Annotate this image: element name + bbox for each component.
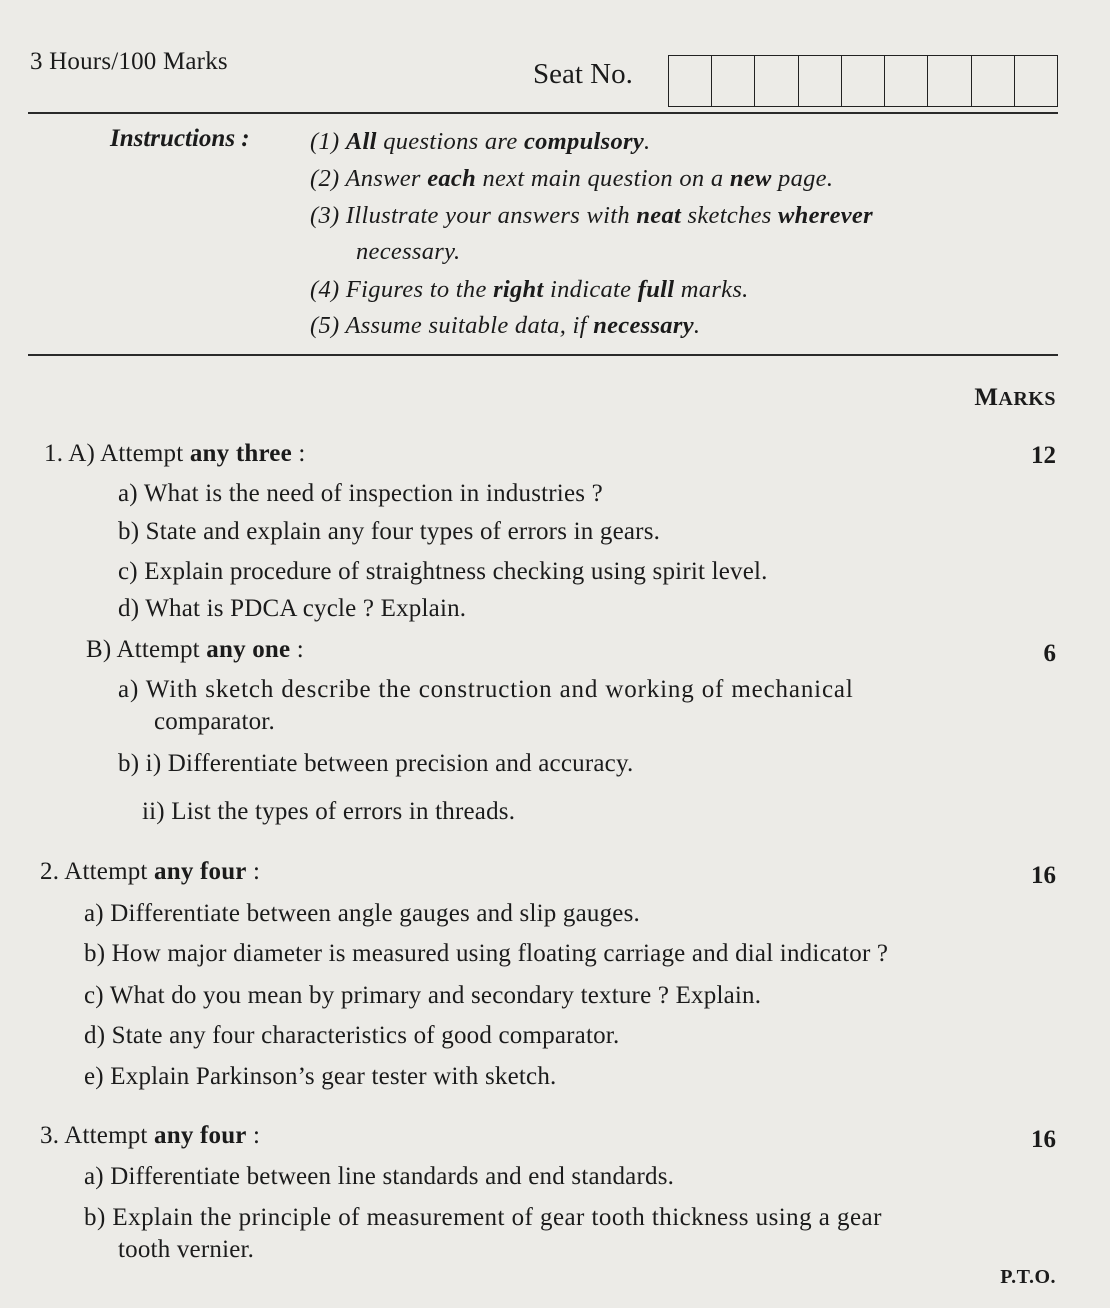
q2-marks: 16 [1031,862,1056,889]
seat-digit-box [1015,56,1057,106]
seat-digit-box [972,56,1015,106]
q2-item-b: b) How major diameter is measured using floating carriage and dial indicator ? [84,940,889,967]
q1-part-b-marks: 6 [1043,640,1056,667]
q1-b-item-a: a) With sketch describe the construction and working of mechanical [118,676,854,703]
seat-number-label: Seat No. [533,58,633,90]
instruction-4: (4) Figures to the right indicate full marks. [310,276,749,303]
instruction-2: (2) Answer each next main question on a new page. [310,165,834,192]
instructions-label: Instructions : [110,125,250,152]
seat-digit-box [712,56,755,106]
seat-digit-box [669,56,712,106]
q1-b-item-b-ii: ii) List the types of errors in threads. [142,798,516,825]
q3-item-b-continued: tooth vernier. [118,1236,255,1263]
duration-marks: 3 Hours/100 Marks [30,48,228,75]
q1-a-item-c: c) Explain procedure of straightness checking using spirit level. [118,558,768,585]
q3-item-b: b) Explain the principle of measurement of gear tooth thickness using a gear [84,1204,882,1231]
q3-item-a: a) Differentiate between line standards and end standards. [84,1163,675,1190]
q1-part-a-marks: 12 [1031,442,1056,469]
q1-part-a-heading: 1. A) Attempt any three : [44,440,306,467]
q3-heading: 3. Attempt any four : [40,1122,261,1149]
marks-column-header: MARKS [974,384,1056,411]
instructions-divider [28,354,1058,356]
q2-item-a: a) Differentiate between angle gauges and slip gauges. [84,900,640,927]
q1-a-item-b: b) State and explain any four types of errors in gears. [118,518,661,545]
seat-digit-box [885,56,928,106]
header-divider [28,112,1058,114]
q2-item-d: d) State any four characteristics of good comparator. [84,1022,620,1049]
q2-item-c: c) What do you mean by primary and secondary texture ? Explain. [84,982,762,1009]
q1-a-item-d: d) What is PDCA cycle ? Explain. [118,595,467,622]
seat-number-boxes [668,55,1058,107]
seat-digit-box [928,56,971,106]
instruction-3: (3) Illustrate your answers with neat sketches wherever [310,202,873,229]
seat-digit-box [755,56,798,106]
please-turn-over: P.T.O. [1000,1266,1056,1288]
seat-digit-box [799,56,842,106]
instruction-5: (5) Assume suitable data, if necessary. [310,312,701,339]
q3-marks: 16 [1031,1126,1056,1153]
q1-a-item-a: a) What is the need of inspection in industries ? [118,480,603,507]
q2-heading: 2. Attempt any four : [40,858,261,885]
q1-part-b-heading: B) Attempt any one : [86,636,304,663]
q1-b-item-a-continued: comparator. [154,708,275,735]
q2-item-e: e) Explain Parkinson’s gear tester with sketch. [84,1063,557,1090]
instruction-1: (1) All questions are compulsory. [310,128,651,155]
seat-digit-box [842,56,885,106]
instruction-3-continued: necessary. [356,238,461,265]
q1-b-item-b-i: b) i) Differentiate between precision and accuracy. [118,750,634,777]
